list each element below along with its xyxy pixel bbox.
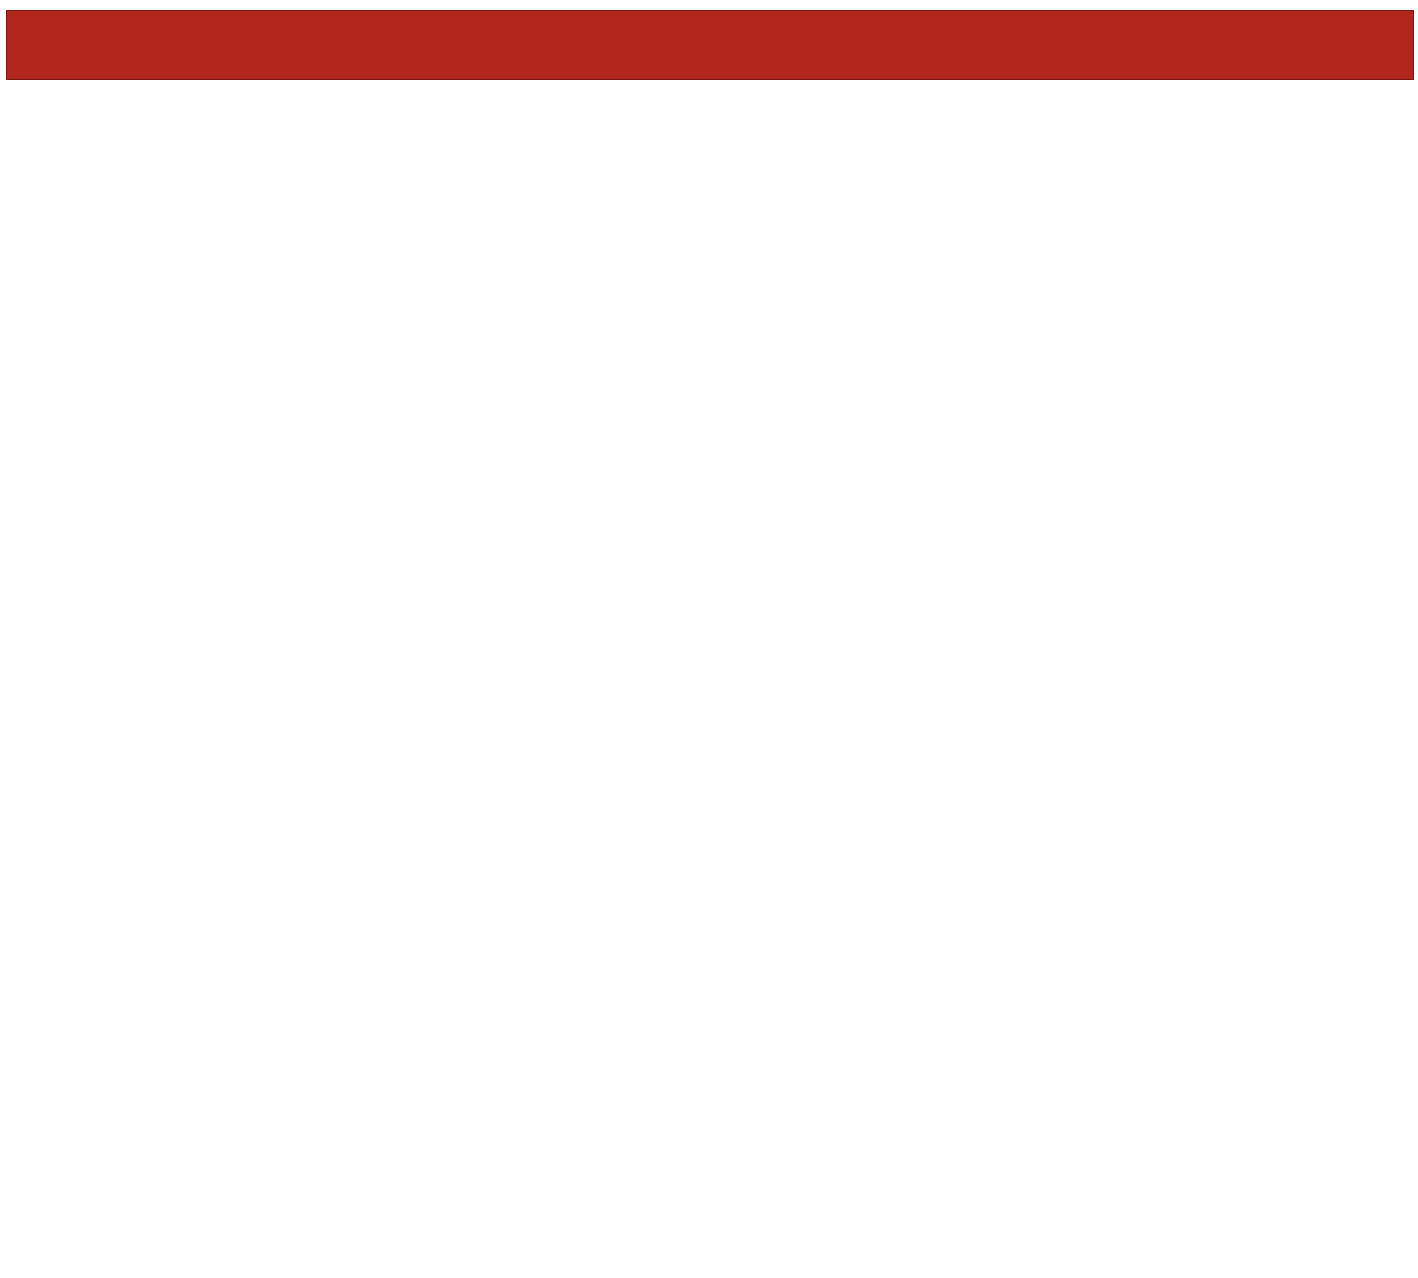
title-banner [6,10,1414,80]
page-title [7,11,1413,21]
tippspiel-sheet [6,10,1414,80]
